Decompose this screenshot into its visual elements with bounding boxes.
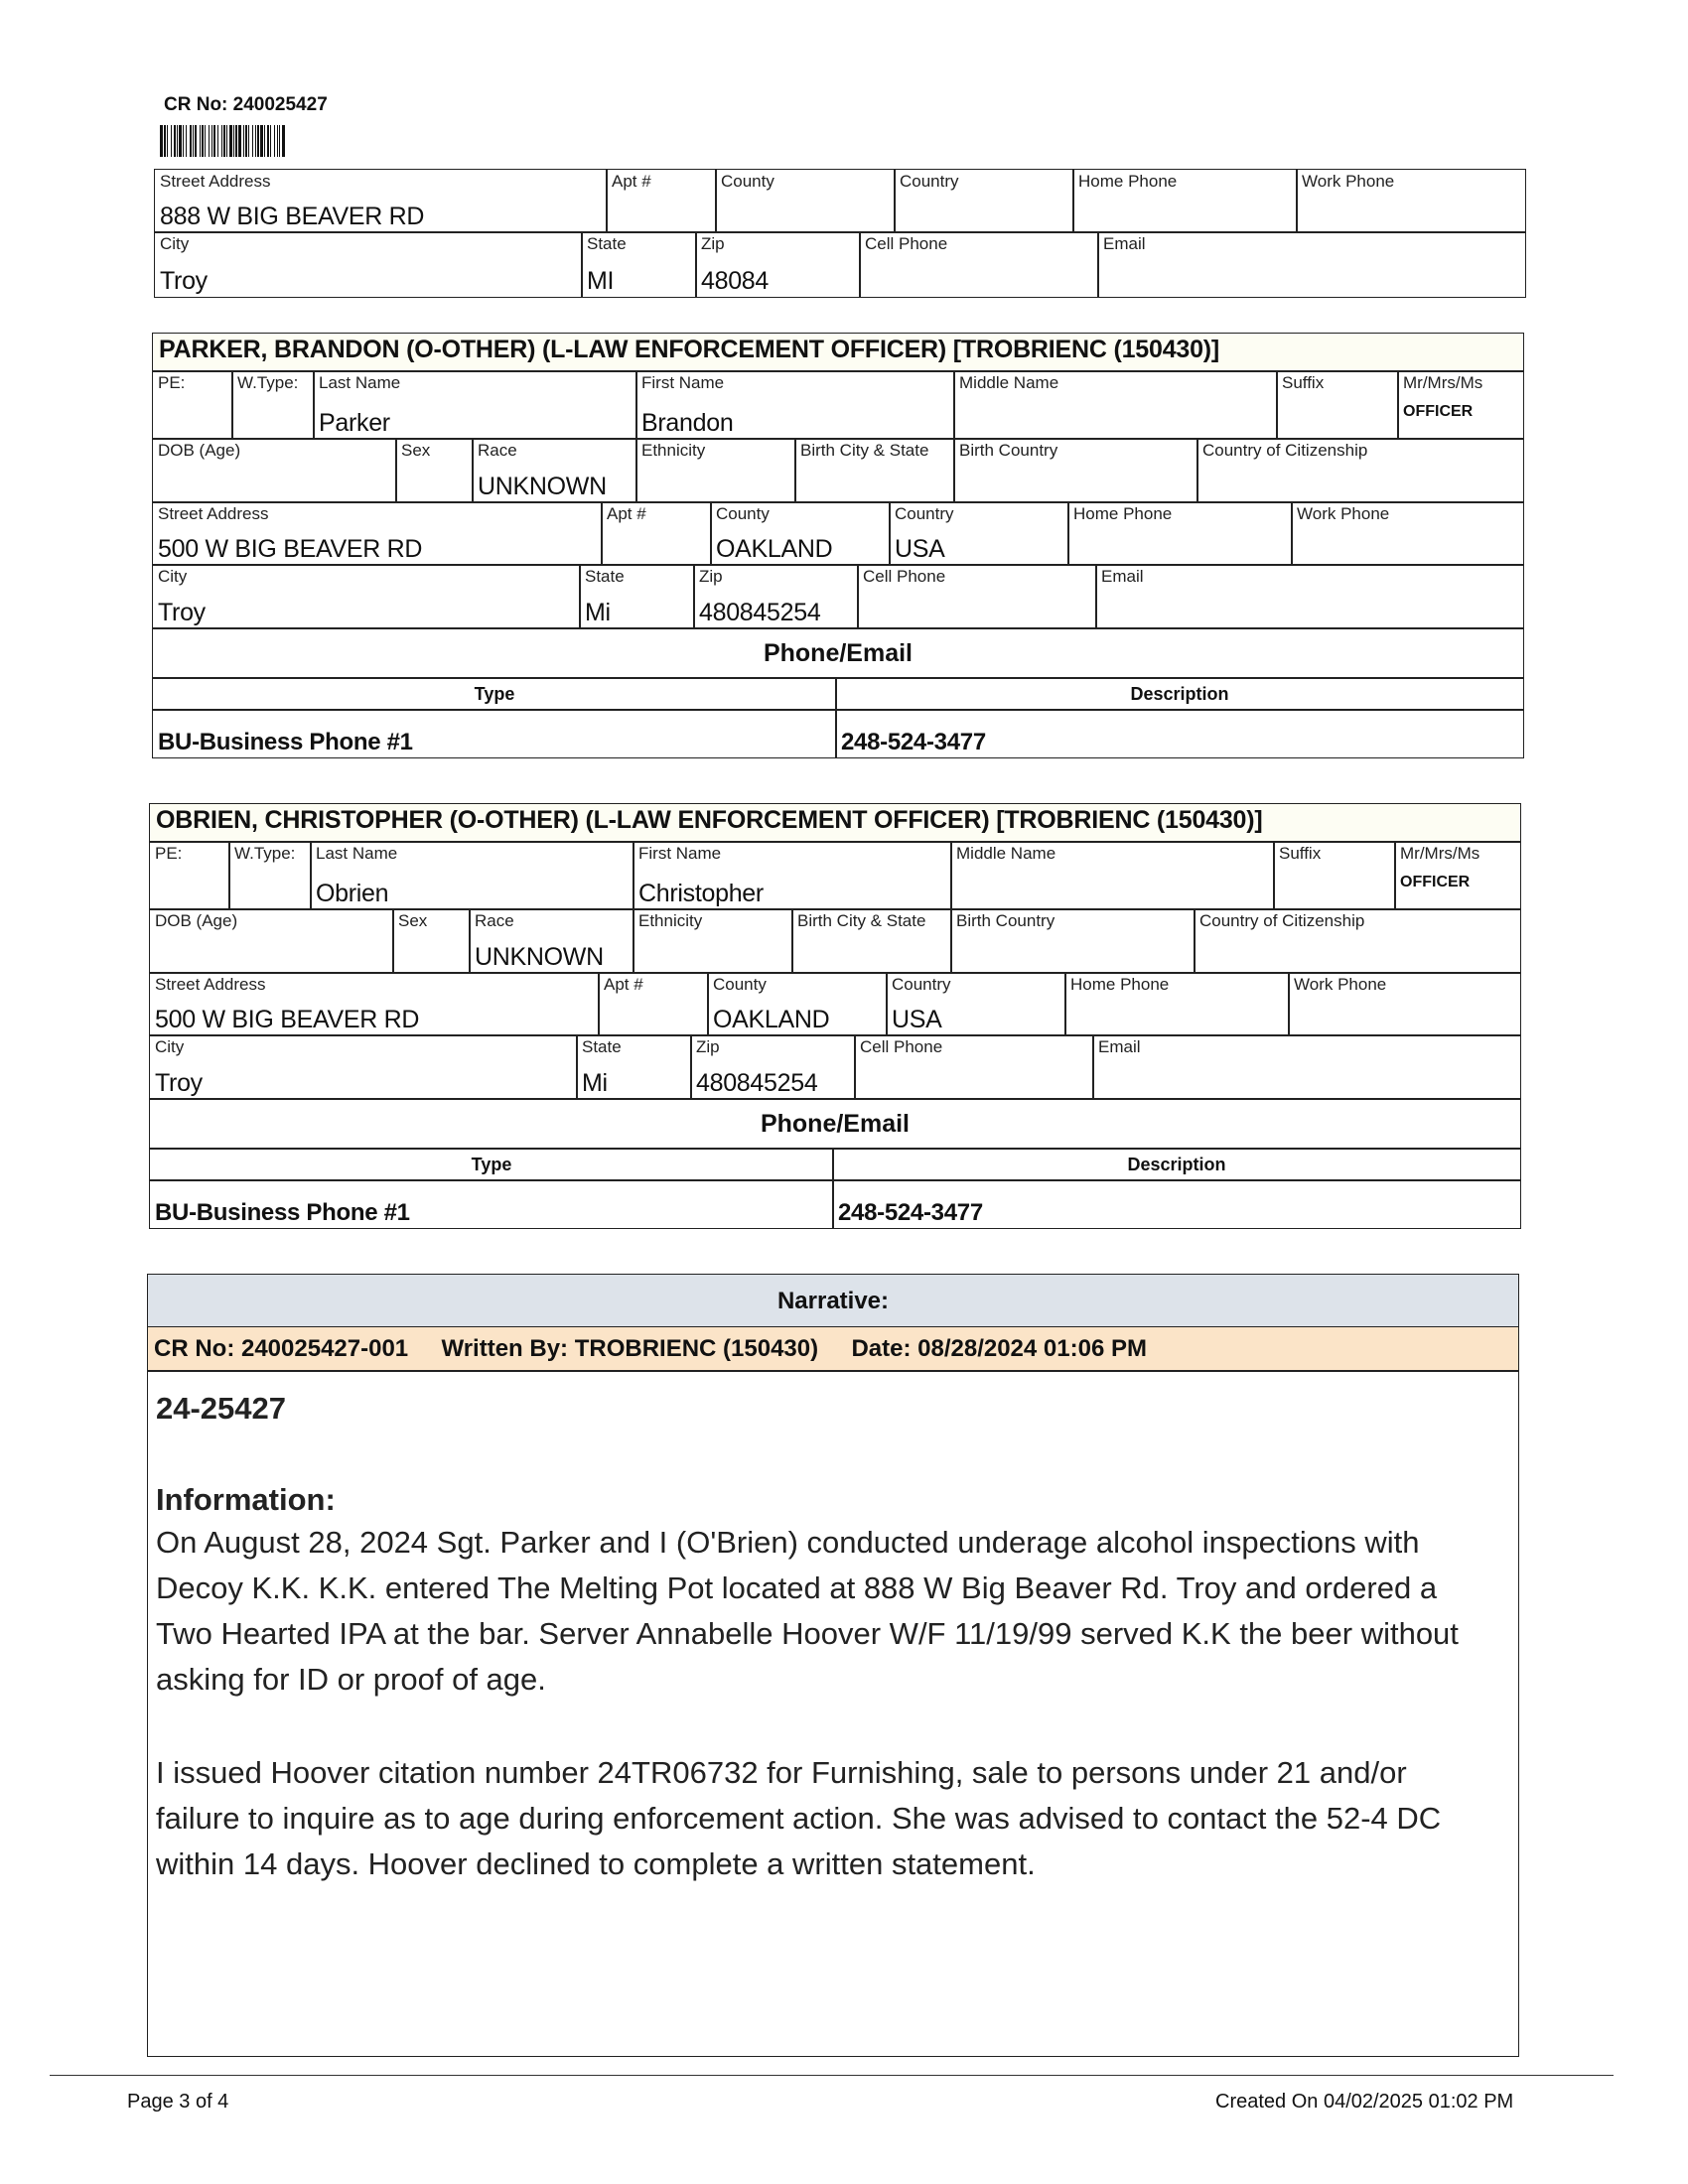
- country-value: USA: [892, 1006, 942, 1033]
- barcode-bar: [235, 125, 237, 157]
- field-label: Ethnicity: [638, 911, 703, 930]
- state-cell: [576, 1034, 692, 1100]
- top-address-block: [154, 169, 1526, 298]
- first-name-value: Brandon: [641, 409, 734, 437]
- person-title: PARKER, BRANDON (O-OTHER) (L-LAW ENFORCEMENT OFFICER) [TROBRIENC (150430)]: [152, 333, 1524, 372]
- race-cell: [472, 438, 637, 503]
- zip-cell: [690, 1034, 856, 1100]
- field-label: Country: [895, 504, 954, 523]
- field-label: Work Phone: [1294, 975, 1387, 994]
- field-label: First Name: [641, 373, 725, 392]
- barcode-bar: [177, 125, 178, 157]
- apt-cell: [601, 501, 712, 566]
- dob-cell: [152, 438, 397, 503]
- field-label: Country: [892, 975, 951, 994]
- middle-name-cell: [953, 370, 1278, 440]
- field-label: State: [585, 567, 625, 586]
- narrative-header: Narrative:: [147, 1274, 1519, 1328]
- barcode-bar: [179, 125, 182, 157]
- prefix-cell: [1394, 841, 1521, 910]
- cell-phone-cell: [854, 1034, 1094, 1100]
- narrative-line: Decoy K.K. K.K. entered The Melting Pot located at 888 W Big Beaver Rd. Troy and ordered a: [156, 1570, 1438, 1605]
- field-label: DOB (Age): [155, 911, 238, 930]
- race-value: UNKNOWN: [475, 943, 604, 971]
- field-label: Mr/Mrs/Ms: [1403, 373, 1483, 392]
- field-label: DOB (Age): [158, 441, 241, 460]
- person-title: OBRIEN, CHRISTOPHER (O-OTHER) (L-LAW ENFORCEMENT OFFICER) [TROBRIENC (150430)]: [149, 803, 1521, 843]
- barcode-bar: [171, 125, 172, 157]
- phone-type-value: BU-Business Phone #1: [158, 729, 413, 755]
- field-label: County: [716, 504, 770, 523]
- field-label: Country of Citizenship: [1199, 911, 1365, 930]
- field-label: Suffix: [1279, 844, 1322, 863]
- barcode-bar: [174, 125, 176, 157]
- phone-number-cell: [832, 1179, 1521, 1229]
- zip-cell: [693, 564, 859, 629]
- state-value: Mi: [582, 1069, 608, 1097]
- footer-divider: [50, 2075, 1614, 2076]
- country-value: USA: [895, 535, 945, 563]
- race-cell: [469, 908, 634, 974]
- state-value: Mi: [585, 599, 611, 626]
- field-label: City: [158, 567, 188, 586]
- field-label: Ethnicity: [641, 441, 706, 460]
- barcode-bar: [243, 125, 244, 157]
- street-address-cell: Street Address 888 W BIG BEAVER RD: [154, 169, 608, 233]
- field-label: Cell Phone: [860, 1037, 943, 1056]
- phone-type-value: BU-Business Phone #1: [155, 1199, 410, 1226]
- field-label: Street Address: [155, 975, 266, 994]
- work-phone-cell: [1291, 501, 1524, 566]
- narrative-line: asking for ID or proof of age.: [156, 1662, 546, 1697]
- barcode-bar: [205, 125, 206, 157]
- barcode-bar: [282, 125, 285, 157]
- field-label: Cell Phone: [863, 567, 946, 586]
- prefix-value: OFFICER: [1403, 403, 1474, 420]
- barcode-bar: [248, 125, 249, 157]
- street-address-cell: [152, 501, 603, 566]
- phone-number-cell: [835, 709, 1524, 758]
- field-label: Birth City & State: [797, 911, 926, 930]
- work-phone-cell: [1288, 972, 1521, 1036]
- field-label: Last Name: [316, 844, 398, 863]
- ethnicity-cell: [635, 438, 796, 503]
- barcode-bar: [217, 125, 218, 157]
- barcode-bar: [279, 125, 280, 157]
- field-label: PE:: [155, 844, 183, 863]
- person-block-parker: [152, 333, 1524, 769]
- last-name-cell: [310, 841, 634, 910]
- suffix-cell: [1276, 370, 1399, 440]
- citizenship-cell: [1194, 908, 1521, 974]
- barcode-bar: [186, 125, 187, 157]
- prefix-value: OFFICER: [1400, 874, 1471, 890]
- barcode-bar: [270, 125, 271, 157]
- barcode-bar: [229, 125, 232, 157]
- barcode-bar: [277, 125, 278, 157]
- email-cell: Email: [1097, 231, 1526, 298]
- city-cell: City Troy: [154, 231, 583, 298]
- apt-cell: [598, 972, 709, 1036]
- county-cell: [707, 972, 888, 1036]
- first-name-cell: [635, 370, 955, 440]
- state-value: MI: [587, 267, 615, 295]
- apt-cell: Apt #: [606, 169, 717, 233]
- narrative-line: I issued Hoover citation number 24TR06732 for Furnishing, sale to persons under 21 and/or: [156, 1755, 1407, 1790]
- barcode-bar: [245, 125, 247, 157]
- middle-name-cell: [950, 841, 1275, 910]
- email-cell: [1095, 564, 1524, 629]
- barcode-bar: [195, 125, 197, 157]
- person-block-obrien: [149, 803, 1521, 1240]
- last-name-value: Obrien: [316, 880, 389, 907]
- field-label: State: [582, 1037, 622, 1056]
- citizenship-cell: [1196, 438, 1524, 503]
- field-label: Race: [478, 441, 517, 460]
- birth-country-cell: [950, 908, 1196, 974]
- city-cell: [152, 564, 581, 629]
- county-value: OAKLAND: [713, 1006, 830, 1033]
- barcode-bar: [211, 125, 212, 157]
- barcode-bar: [260, 125, 263, 157]
- race-value: UNKNOWN: [478, 473, 607, 500]
- narrative-line: within 14 days. Hoover declined to complete a written statement.: [156, 1846, 1036, 1881]
- field-label: Street Address: [158, 504, 269, 523]
- home-phone-cell: Home Phone: [1072, 169, 1298, 233]
- phone-email-header: Phone/Email: [149, 1098, 1521, 1150]
- field-label: Mr/Mrs/Ms: [1400, 844, 1480, 863]
- section-title: Information:: [156, 1482, 336, 1517]
- field-label: Email: [1101, 567, 1144, 586]
- barcode-bar: [238, 125, 241, 157]
- barcode-bar: [190, 125, 192, 157]
- cell-phone-cell: [857, 564, 1097, 629]
- barcode-bar: [213, 125, 215, 157]
- barcode-bar: [183, 125, 184, 157]
- phone-number-value: 248-524-3477: [838, 1199, 983, 1226]
- suffix-cell: [1273, 841, 1396, 910]
- field-label: Email: [1098, 1037, 1141, 1056]
- field-label: First Name: [638, 844, 722, 863]
- field-label: W.Type:: [234, 844, 296, 863]
- last-name-cell: [313, 370, 637, 440]
- city-value: Troy: [160, 267, 208, 295]
- barcode-bar: [255, 125, 256, 157]
- field-label: Birth Country: [959, 441, 1058, 460]
- wtype-cell: [228, 841, 312, 910]
- birth-country-cell: [953, 438, 1198, 503]
- city-cell: [149, 1034, 578, 1100]
- county-cell: County: [715, 169, 896, 233]
- wtype-cell: [231, 370, 315, 440]
- zip-cell: Zip 48084: [695, 231, 861, 298]
- pe-cell: [152, 370, 233, 440]
- field-label: City: [155, 1037, 185, 1056]
- street-address-value: 500 W BIG BEAVER RD: [155, 1006, 420, 1033]
- barcode-bar: [209, 125, 210, 157]
- field-label: Sex: [401, 441, 431, 460]
- field-label: Suffix: [1282, 373, 1325, 392]
- first-name-cell: [633, 841, 952, 910]
- field-label: Middle Name: [959, 373, 1059, 392]
- ethnicity-cell: [633, 908, 793, 974]
- barcode: [160, 125, 426, 157]
- field-label: County: [713, 975, 767, 994]
- field-label: PE:: [158, 373, 186, 392]
- field-label: Home Phone: [1073, 504, 1173, 523]
- type-header: Type: [149, 1148, 834, 1181]
- country-cell: Country: [894, 169, 1074, 233]
- phone-email-header: Phone/Email: [152, 627, 1524, 679]
- home-phone-cell: [1064, 972, 1290, 1036]
- barcode-bar: [252, 125, 253, 157]
- narrative-subheader: CR No: 240025427-001 Written By: TROBRIENC (150430) Date: 08/28/2024 01:06 PM: [147, 1326, 1519, 1372]
- narrative-paragraph-1: [156, 1520, 1514, 1703]
- page-number: Page 3 of 4: [127, 2091, 229, 2113]
- zip-value: 480845254: [699, 599, 821, 626]
- field-label: W.Type:: [237, 373, 299, 392]
- phone-type-cell: [149, 1179, 834, 1229]
- pe-cell: [149, 841, 230, 910]
- field-label: Home Phone: [1070, 975, 1170, 994]
- state-cell: [579, 564, 695, 629]
- county-cell: [710, 501, 891, 566]
- narrative-line: On August 28, 2024 Sgt. Parker and I (O'Brien) conducted underage alcohol inspections with: [156, 1525, 1420, 1560]
- barcode-bar: [167, 125, 168, 157]
- barcode-bar: [221, 125, 222, 157]
- field-label: Middle Name: [956, 844, 1056, 863]
- birth-city-cell: [791, 908, 952, 974]
- zip-value: 480845254: [696, 1069, 818, 1097]
- zip-value: 48084: [701, 267, 770, 295]
- barcode-bar: [274, 125, 275, 157]
- sex-cell: [395, 438, 474, 503]
- field-label: Apt #: [607, 504, 646, 523]
- field-label: Zip: [699, 567, 723, 586]
- field-label: Work Phone: [1297, 504, 1390, 523]
- narrative-line: failure to inquire as to age during enforcement action. She was advised to contact the 52-4 DC: [156, 1801, 1442, 1836]
- county-value: OAKLAND: [716, 535, 833, 563]
- email-cell: [1092, 1034, 1521, 1100]
- cr-number: CR No: 240025427: [164, 94, 328, 115]
- prefix-cell: [1397, 370, 1524, 440]
- sex-cell: [392, 908, 471, 974]
- dob-cell: [149, 908, 394, 974]
- cell-phone-cell: Cell Phone: [859, 231, 1099, 298]
- birth-city-cell: [794, 438, 955, 503]
- barcode-bar: [202, 125, 204, 157]
- field-label: Birth City & State: [800, 441, 929, 460]
- barcode-bar: [160, 125, 163, 157]
- barcode-bar: [257, 125, 259, 157]
- street-address-value: 500 W BIG BEAVER RD: [158, 535, 423, 563]
- barcode-bar: [164, 125, 166, 157]
- barcode-bar: [264, 125, 265, 157]
- narrative-body: [147, 1370, 1519, 2057]
- country-cell: [886, 972, 1066, 1036]
- field-label: Race: [475, 911, 514, 930]
- narrative-paragraph-2: [156, 1750, 1514, 1887]
- phone-number-value: 248-524-3477: [841, 729, 986, 755]
- description-header: Description: [835, 677, 1524, 711]
- last-name-value: Parker: [319, 409, 390, 437]
- field-label: Zip: [696, 1037, 720, 1056]
- field-label: Apt #: [604, 975, 643, 994]
- field-label: Country of Citizenship: [1202, 441, 1368, 460]
- field-label: Birth Country: [956, 911, 1055, 930]
- city-value: Troy: [155, 1069, 203, 1097]
- barcode-bar: [233, 125, 234, 157]
- field-label: Sex: [398, 911, 428, 930]
- barcode-bar: [200, 125, 201, 157]
- country-cell: [889, 501, 1069, 566]
- phone-type-cell: [152, 709, 837, 758]
- home-phone-cell: [1067, 501, 1293, 566]
- field-label: Last Name: [319, 373, 401, 392]
- barcode-bar: [267, 125, 269, 157]
- barcode-bar: [223, 125, 225, 157]
- first-name-value: Christopher: [638, 880, 764, 907]
- work-phone-cell: Work Phone: [1296, 169, 1526, 233]
- narrative-line: Two Hearted IPA at the bar. Server Annabelle Hoover W/F 11/19/99 served K.K the beer without: [156, 1616, 1459, 1651]
- street-address-value: 888 W BIG BEAVER RD: [160, 203, 425, 230]
- city-value: Troy: [158, 599, 206, 626]
- street-address-cell: [149, 972, 600, 1036]
- type-header: Type: [152, 677, 837, 711]
- description-header: Description: [832, 1148, 1521, 1181]
- barcode-bar: [226, 125, 227, 157]
- created-on: Created On 04/02/2025 01:02 PM: [1215, 2091, 1514, 2113]
- barcode-bar: [193, 125, 194, 157]
- case-number: 24-25427: [156, 1391, 287, 1426]
- state-cell: State MI: [581, 231, 697, 298]
